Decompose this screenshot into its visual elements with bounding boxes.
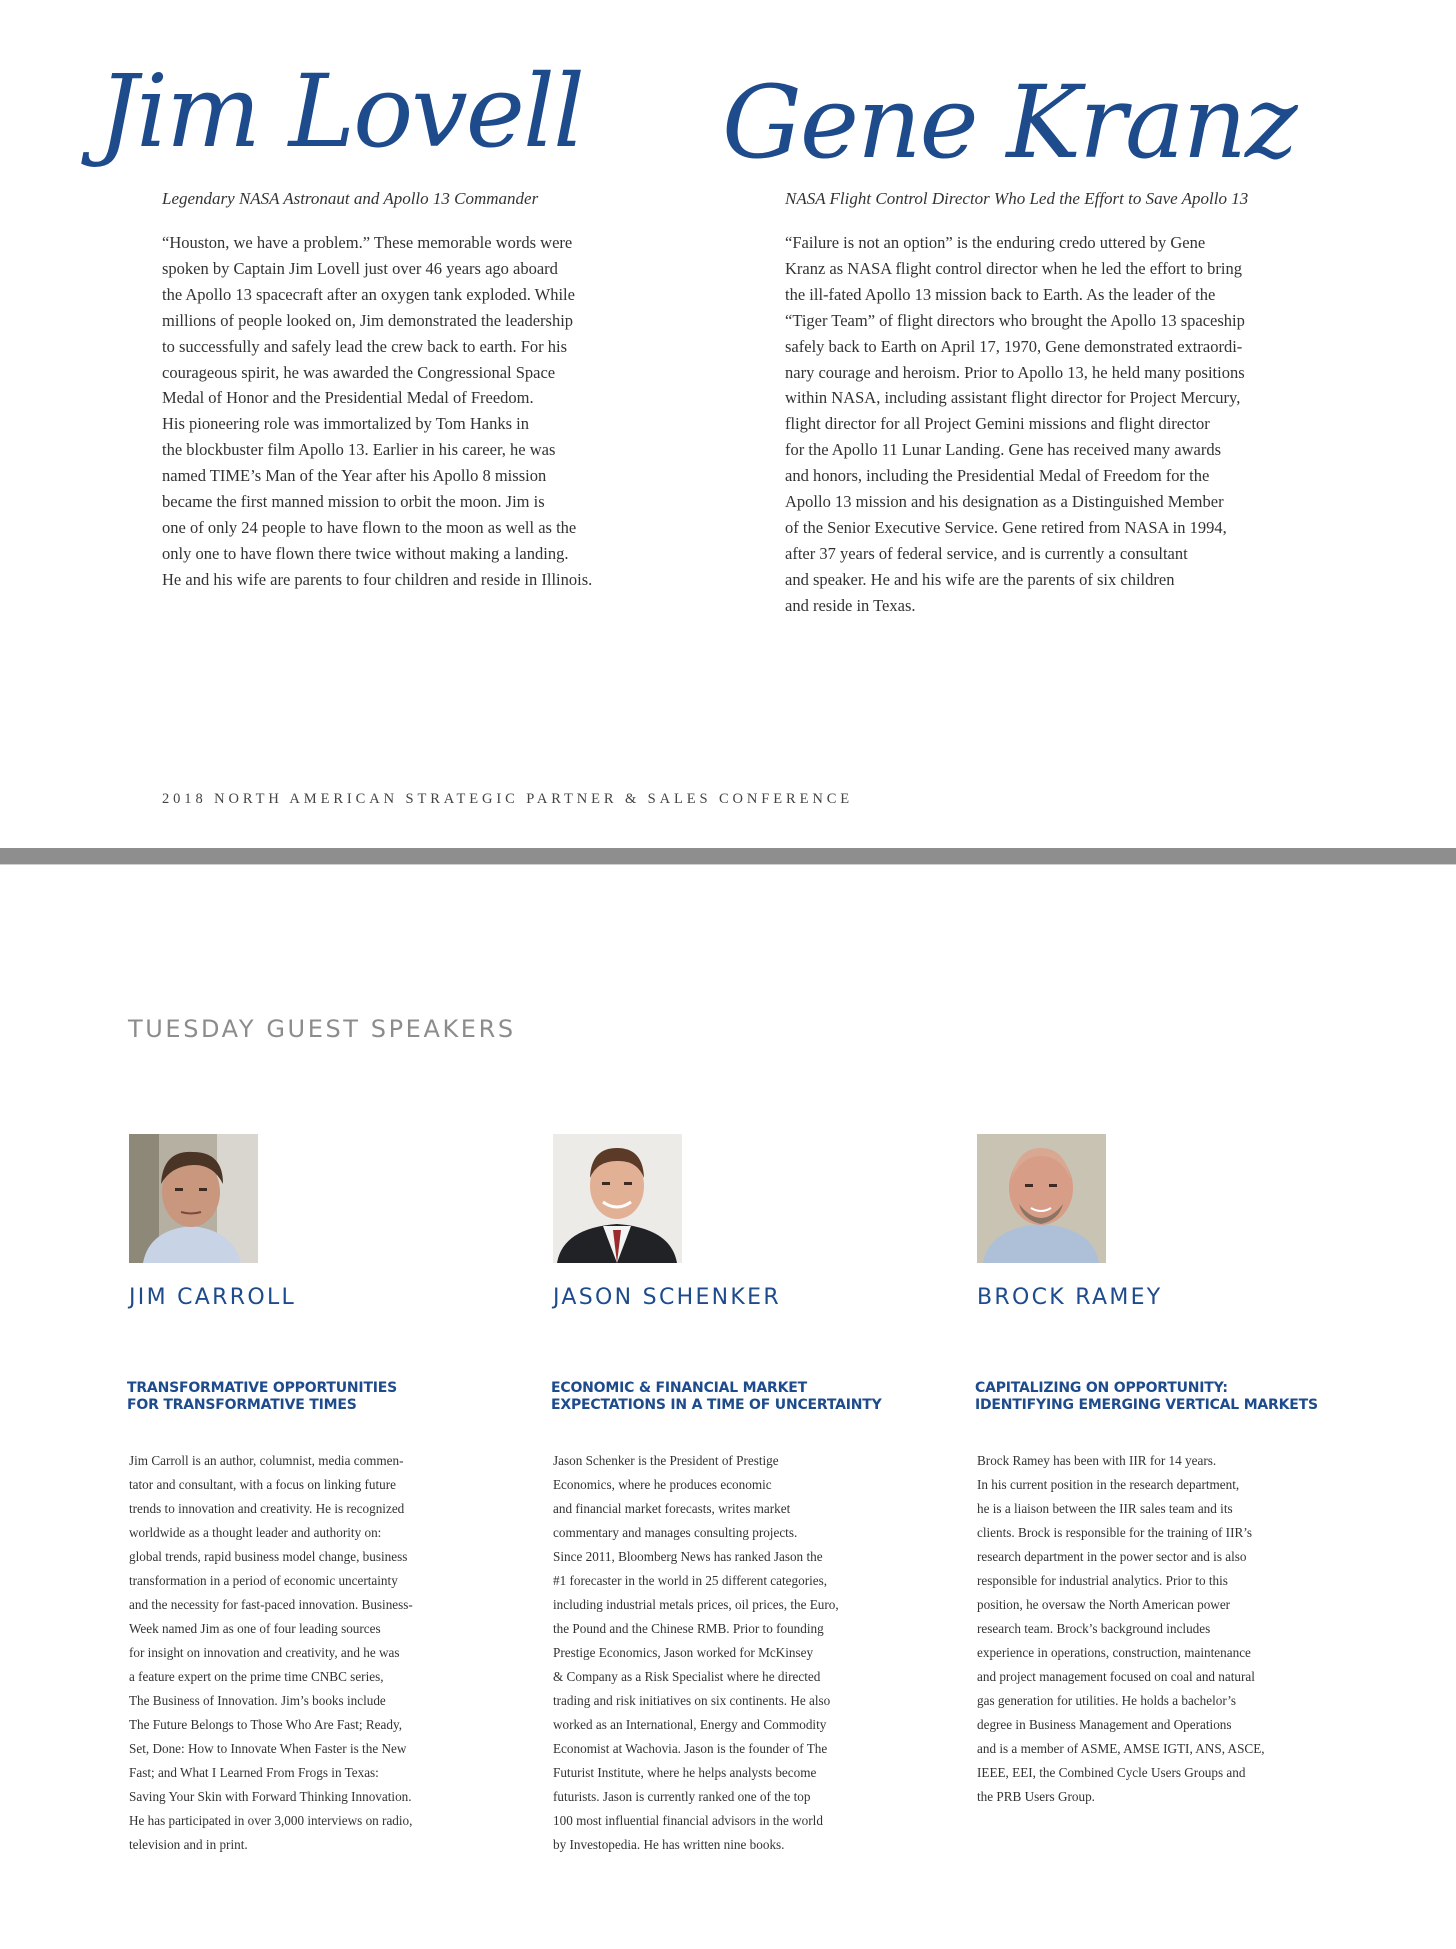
speaker-name: JIM CARROLL (129, 1285, 297, 1310)
text-line: for the Apollo 11 Lunar Landing. Gene has received many awards (785, 440, 1222, 460)
text-line: worldwide as a thought leader and authority on: (129, 1525, 382, 1540)
speaker-bio (553, 1449, 839, 1857)
text-line: trends to innovation and creativity. He is recognized (129, 1501, 405, 1516)
page-divider (0, 848, 1456, 865)
text-line: Set, Done: How to Innovate When Faster is the New (129, 1741, 407, 1756)
text-line: the ill-fated Apollo 13 mission back to Earth. As the leader of the (785, 284, 1216, 304)
text-line: became the first manned mission to orbit the moon. Jim is (162, 492, 545, 512)
speaker-name: JASON SCHENKER (553, 1285, 781, 1310)
text-line: after 37 years of federal service, and is currently a consultant (785, 543, 1188, 563)
text-line: safely back to Earth on April 17, 1970, Gene demonstrated extraordi- (785, 336, 1243, 356)
jim-lovell-name: Jim Lovell (98, 53, 583, 170)
text-line: only one to have flown there twice without making a landing. (162, 543, 569, 563)
text-line: and the necessity for fast-paced innovation. Business- (129, 1597, 413, 1612)
text-line: 100 most influential financial advisors in the world (553, 1813, 823, 1828)
text-line: In his current position in the research department, (977, 1477, 1240, 1492)
text-line: The Future Belongs to Those Who Are Fast; Ready, (129, 1717, 402, 1732)
text-line: position, he oversaw the North American power (977, 1597, 1231, 1612)
text-line: Jim Carroll is an author, columnist, media commen- (129, 1453, 404, 1468)
text-line: and honors, including the Presidential Medal of Freedom for the (785, 466, 1210, 486)
text-line: futurists. Jason is currently ranked one of the top (553, 1789, 811, 1804)
text-line: television and in print. (129, 1837, 248, 1852)
text-line: Medal of Honor and the Presidential Medal of Freedom. (162, 388, 534, 408)
text-line: Fast; and What I Learned From Frogs in Texas: (129, 1765, 379, 1780)
section-heading: TUESDAY GUEST SPEAKERS (128, 1015, 516, 1043)
text-line: flight director for all Project Gemini missions and flight director (785, 414, 1210, 434)
text-line: one of only 24 people to have flown to the moon as well as the (162, 517, 577, 537)
text-line: The Business of Innovation. Jim’s books include (129, 1693, 386, 1708)
gene-kranz-name: Gene Kranz (722, 64, 1296, 181)
brock-ramey-photo (977, 1134, 1106, 1263)
text-line: Saving Your Skin with Forward Thinking Innovation. (129, 1789, 412, 1804)
text-line: named TIME’s Man of the Year after his Apollo 8 mission (162, 466, 547, 486)
text-line: degree in Business Management and Operations (977, 1717, 1232, 1732)
jim-lovell-bio (162, 230, 592, 593)
text-line: Week named Jim as one of four leading sources (129, 1621, 381, 1636)
text-line: the blockbuster film Apollo 13. Earlier in his career, he was (162, 440, 556, 460)
text-line: Apollo 13 mission and his designation as a Distinguished Member (785, 492, 1224, 512)
text-line: Jason Schenker is the President of Prestige (553, 1453, 779, 1468)
text-line: to successfully and safely lead the crew back to earth. For his (162, 336, 568, 356)
text-line: millions of people looked on, Jim demonstrated the leadership (162, 310, 574, 330)
talk-title: CAPITALIZING ON OPPORTUNITY: IDENTIFYING EMERGING VERTICAL MARKETS (975, 1380, 1318, 1413)
text-line: global trends, rapid business model change, business (129, 1549, 408, 1564)
speaker-bio (129, 1449, 413, 1857)
jim-carroll-photo (129, 1134, 258, 1263)
text-line: the Pound and the Chinese RMB. Prior to founding (553, 1621, 824, 1636)
text-line: Since 2011, Bloomberg News has ranked Jason the (553, 1549, 823, 1564)
text-line: Prestige Economics, Jason worked for McKinsey (553, 1645, 814, 1660)
text-line: tator and consultant, with a focus on linking future (129, 1477, 396, 1492)
text-line: a feature expert on the prime time CNBC series, (129, 1669, 384, 1684)
text-line: and reside in Texas. (785, 595, 916, 615)
text-line: the PRB Users Group. (977, 1789, 1095, 1804)
text-line: for insight on innovation and creativity, and he was (129, 1645, 400, 1660)
text-line: gas generation for utilities. He holds a bachelor’s (977, 1693, 1237, 1708)
text-line: he is a liaison between the IIR sales team and its (977, 1501, 1233, 1516)
text-line: the Apollo 13 spacecraft after an oxygen tank exploded. While (162, 284, 575, 304)
talk-title: TRANSFORMATIVE OPPORTUNITIES FOR TRANSFORMATIVE TIMES (127, 1380, 398, 1413)
text-line: and financial market forecasts, writes market (553, 1501, 791, 1516)
text-line: courageous spirit, he was awarded the Congressional Space (162, 362, 556, 382)
text-line: “Tiger Team” of flight directors who brought the Apollo 13 spaceship (785, 310, 1245, 330)
text-line: spoken by Captain Jim Lovell just over 46 years ago aboard (162, 258, 558, 278)
text-line: IEEE, EEI, the Combined Cycle Users Groups and (977, 1765, 1246, 1780)
speaker-name: BROCK RAMEY (977, 1285, 1163, 1310)
text-line: of the Senior Executive Service. Gene retired from NASA in 1994, (785, 517, 1227, 537)
text-line: and speaker. He and his wife are the parents of six children (785, 569, 1175, 589)
text-line: Futurist Institute, where he helps analysts become (553, 1765, 817, 1780)
text-line: nary courage and heroism. Prior to Apollo 13, he held many positions (785, 362, 1245, 382)
text-line: Kranz as NASA flight control director when he led the effort to bring (785, 258, 1242, 278)
text-line: He and his wife are parents to four children and reside in Illinois. (162, 569, 593, 589)
text-line: Economics, where he produces economic (553, 1477, 772, 1492)
text-line: & Company as a Risk Specialist where he directed (553, 1669, 821, 1684)
text-line: His pioneering role was immortalized by Tom Hanks in (162, 414, 529, 434)
talk-title: ECONOMIC & FINANCIAL MARKET EXPECTATIONS IN A TIME OF UNCERTAINTY (551, 1380, 882, 1413)
text-line: by Investopedia. He has written nine books. (553, 1837, 785, 1852)
text-line: and is a member of ASME, AMSE IGTI, ANS, ASCE, (977, 1741, 1265, 1756)
text-line: including industrial metals prices, oil prices, the Euro, (553, 1597, 839, 1612)
text-line: trading and risk initiatives on six continents. He also (553, 1693, 831, 1708)
gene-kranz-subtitle: NASA Flight Control Director Who Led the Effort to Save Apollo 13 (785, 189, 1249, 208)
text-line: research department in the power sector and is also (977, 1549, 1247, 1564)
top-page (0, 0, 1456, 848)
text-line: “Failure is not an option” is the enduring credo uttered by Gene (785, 233, 1206, 252)
text-line: worked as an International, Energy and Commodity (553, 1717, 827, 1732)
speaker-bio (977, 1449, 1265, 1809)
text-line: “Houston, we have a problem.” These memorable words were (162, 233, 573, 252)
text-line: Brock Ramey has been with IIR for 14 years. (977, 1453, 1217, 1468)
text-line: Economist at Wachovia. Jason is the founder of The (553, 1741, 828, 1756)
jason-schenker-photo (553, 1134, 682, 1263)
text-line: He has participated in over 3,000 interviews on radio, (129, 1813, 413, 1828)
gene-kranz-bio (785, 230, 1245, 619)
text-line: clients. Brock is responsible for the training of IIR’s (977, 1525, 1253, 1540)
text-line: transformation in a period of economic uncertainty (129, 1573, 398, 1588)
text-line: responsible for industrial analytics. Prior to this (977, 1573, 1228, 1588)
text-line: commentary and manages consulting projects. (553, 1525, 798, 1540)
jim-lovell-subtitle: Legendary NASA Astronaut and Apollo 13 Commander (162, 189, 539, 208)
text-line: and project management focused on coal and natural (977, 1669, 1255, 1684)
text-line: experience in operations, construction, maintenance (977, 1645, 1251, 1660)
bottom-page (0, 865, 1456, 1949)
conference-footer: 2018 NORTH AMERICAN STRATEGIC PARTNER & SALES CONFERENCE (162, 791, 854, 807)
text-line: research team. Brock’s background includes (977, 1621, 1211, 1636)
text-line: #1 forecaster in the world in 25 different categories, (553, 1573, 828, 1588)
text-line: within NASA, including assistant flight director for Project Mercury, (785, 388, 1241, 408)
